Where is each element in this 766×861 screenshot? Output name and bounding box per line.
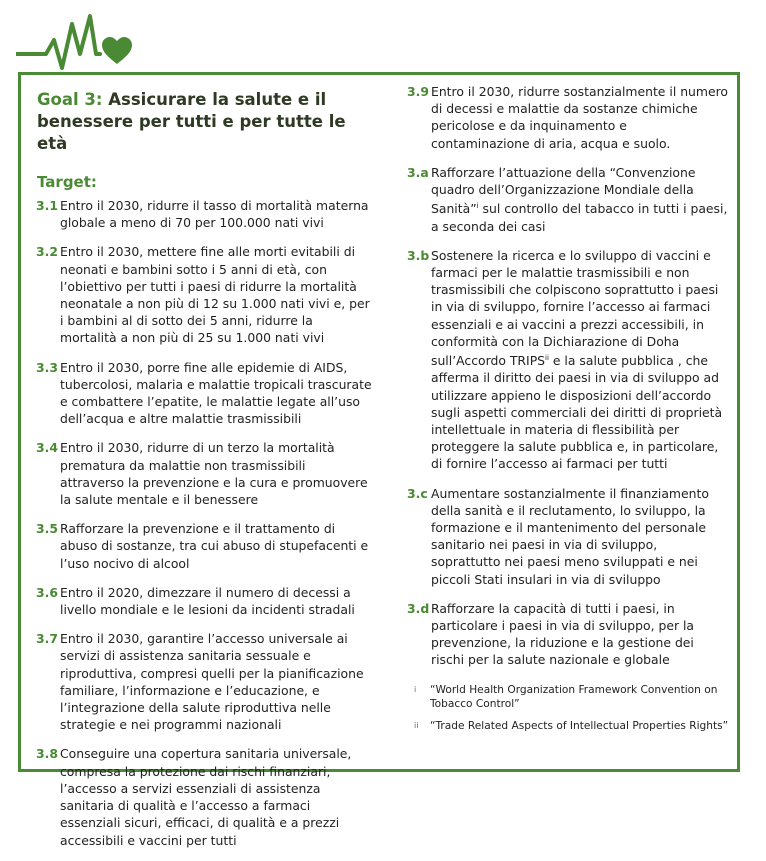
target-item xyxy=(404,247,729,473)
target-text: Entro il 2030, ridurre di un terzo la mortalità prematura da malattie non trasmissibili attraverso la prevenzione e la cura e promuovere la salute mentale e il benessere xyxy=(60,440,368,508)
target-item xyxy=(404,485,729,588)
footnote-ref: i xyxy=(476,202,479,211)
target-number: 3.b xyxy=(407,247,430,263)
target-item xyxy=(33,197,373,231)
target-text-part: e la salute pubblica , che afferma il diritto dei paesi in via di sviluppo ad utilizzare appieno le disposizioni dell’accordo sugli aspetti commerciali dei diritti di proprietà intellettuale in materia di flessibilità per proteggere la salute pubblica e, in particolare, di fornire l’accesso ai farmaci per tutti xyxy=(431,353,723,472)
footnote-text: “World Health Organization Framework Convention on Tobacco Control” xyxy=(430,684,718,710)
goal-title xyxy=(37,89,373,155)
target-number: 3.5 xyxy=(36,521,58,537)
target-text-part: Rafforzare l’attuazione della “Convenzione quadro dell’Organizzazione Mondiale della Sanità” xyxy=(431,164,696,217)
target-item xyxy=(404,164,729,235)
target-item xyxy=(33,630,373,733)
target-number: 3.7 xyxy=(36,631,58,647)
target-item xyxy=(33,359,373,428)
target-text: Entro il 2030, mettere fine alle morti evitabili di neonati e bambini sotto i 5 anni di età, con l’obiettivo per tutti i paesi di ridurre la mortalità neonatale a non più di 12 su 1.000 nati vivi e, per i bambini al di sotto dei 5 anni, ridurre la mortalità a non più di 25 su 1.000 nati vivi xyxy=(60,244,370,346)
left-column xyxy=(33,75,373,861)
footnotes xyxy=(414,683,729,741)
targets-heading: Target: xyxy=(37,173,97,191)
target-text: Rafforzare la prevenzione e il trattamento di abuso di sostanze, tra cui abuso di stupefacenti e l’uso nocivo di alcool xyxy=(60,521,369,571)
target-item xyxy=(33,584,373,618)
target-item xyxy=(404,83,729,152)
target-number: 3.6 xyxy=(36,584,58,600)
target-item xyxy=(404,600,729,669)
target-text: Aumentare sostanzialmente il finanziamento della sanità e il reclutamento, lo sviluppo, la formazione e il mantenimento del personale sanitario nei paesi in via di sviluppo, soprattutto nei paesi meno sviluppati e nei piccoli Stati insulari in via di sviluppo xyxy=(431,485,709,587)
target-text: Entro il 2030, ridurre sostanzialmente il numero di decessi e malattie da sostanze chimiche pericolose e da inquinamento e contaminazione di aria, acqua e suolo. xyxy=(431,84,728,151)
target-text: Entro il 2020, dimezzare il numero di decessi a livello mondiale e le lesioni da incidenti stradali xyxy=(60,584,355,618)
target-text-part: Sostenere la ricerca e lo sviluppo di vaccini e farmaci per le malattie trasmissibili e non trasmissibili che colpiscono soprattutto i paesi in via di sviluppo, fornire l’accesso ai farmaci essenziali e ai vaccini a prezzi accessibili, in conformità con la Dichiarazione di Doha sull’Accordo TRIPS xyxy=(431,247,719,369)
target-number: 3.c xyxy=(407,485,428,501)
target-text: Entro il 2030, garantire l’accesso universale ai servizi di assistenza sanitaria sessuale e riproduttiva, compresi quelli per la pianificazione familiare, l’informazione e l’educazione, e l’integrazione della salute riproduttiva nelle strategie e nei programmi nazionali xyxy=(60,631,364,733)
right-column xyxy=(404,75,729,732)
heartbeat-heart-icon xyxy=(16,6,132,76)
goal-panel xyxy=(18,72,740,848)
target-number: 3.3 xyxy=(36,359,58,375)
target-item xyxy=(33,520,373,572)
footnote-ref: ii xyxy=(545,353,549,362)
footnote xyxy=(414,683,729,711)
target-number: 3.9 xyxy=(407,84,429,99)
target-number: 3.a xyxy=(407,164,429,180)
target-text: Conseguire una copertura sanitaria universale, compresa la protezione dai rischi finanziari, l’accesso a servizi essenziali di assistenza sanitaria di qualità e l’accesso a farmaci essenziali sicuri, efficaci, di qualità e a prezzi accessibili e vaccini per tutti xyxy=(60,746,352,848)
target-number: 3.8 xyxy=(36,746,58,762)
target-item xyxy=(33,243,373,346)
target-number: 3.1 xyxy=(36,198,58,213)
goal-title-text: Assicurare la salute e il benessere per tutti e per tutte le età xyxy=(37,90,346,153)
target-number: 3.d xyxy=(407,600,430,616)
target-text: Entro il 2030, porre fine alle epidemie di AIDS, tubercolosi, malaria e malattie tropicali trascurate e combattere l’epatite, le malattie legate all’uso dell’acqua e altre malattie trasmissibili xyxy=(60,359,372,427)
target-text xyxy=(431,247,729,473)
footnote-text: “Trade Related Aspects of Intellectual Properties Rights” xyxy=(430,720,729,732)
goal-number: Goal 3: xyxy=(37,90,103,109)
footnote-mark: i xyxy=(414,685,417,694)
target-text: Entro il 2030, ridurre il tasso di mortalità materna globale a meno di 70 per 100.000 nati vivi xyxy=(60,198,369,231)
target-item xyxy=(33,439,373,508)
footnote-mark: ii xyxy=(414,721,419,730)
target-item xyxy=(33,745,373,848)
target-text: Rafforzare la capacità di tutti i paesi, in particolare i paesi in via di sviluppo, per la prevenzione, la riduzione e la gestione dei rischi per la salute nazionale e globale xyxy=(431,600,695,668)
target-text-part: sul controllo del tabacco in tutti i paesi, a seconda dei casi xyxy=(431,201,728,234)
target-number: 3.2 xyxy=(36,244,58,260)
footnote xyxy=(414,719,729,733)
target-number: 3.4 xyxy=(36,440,58,456)
target-text xyxy=(431,164,729,235)
